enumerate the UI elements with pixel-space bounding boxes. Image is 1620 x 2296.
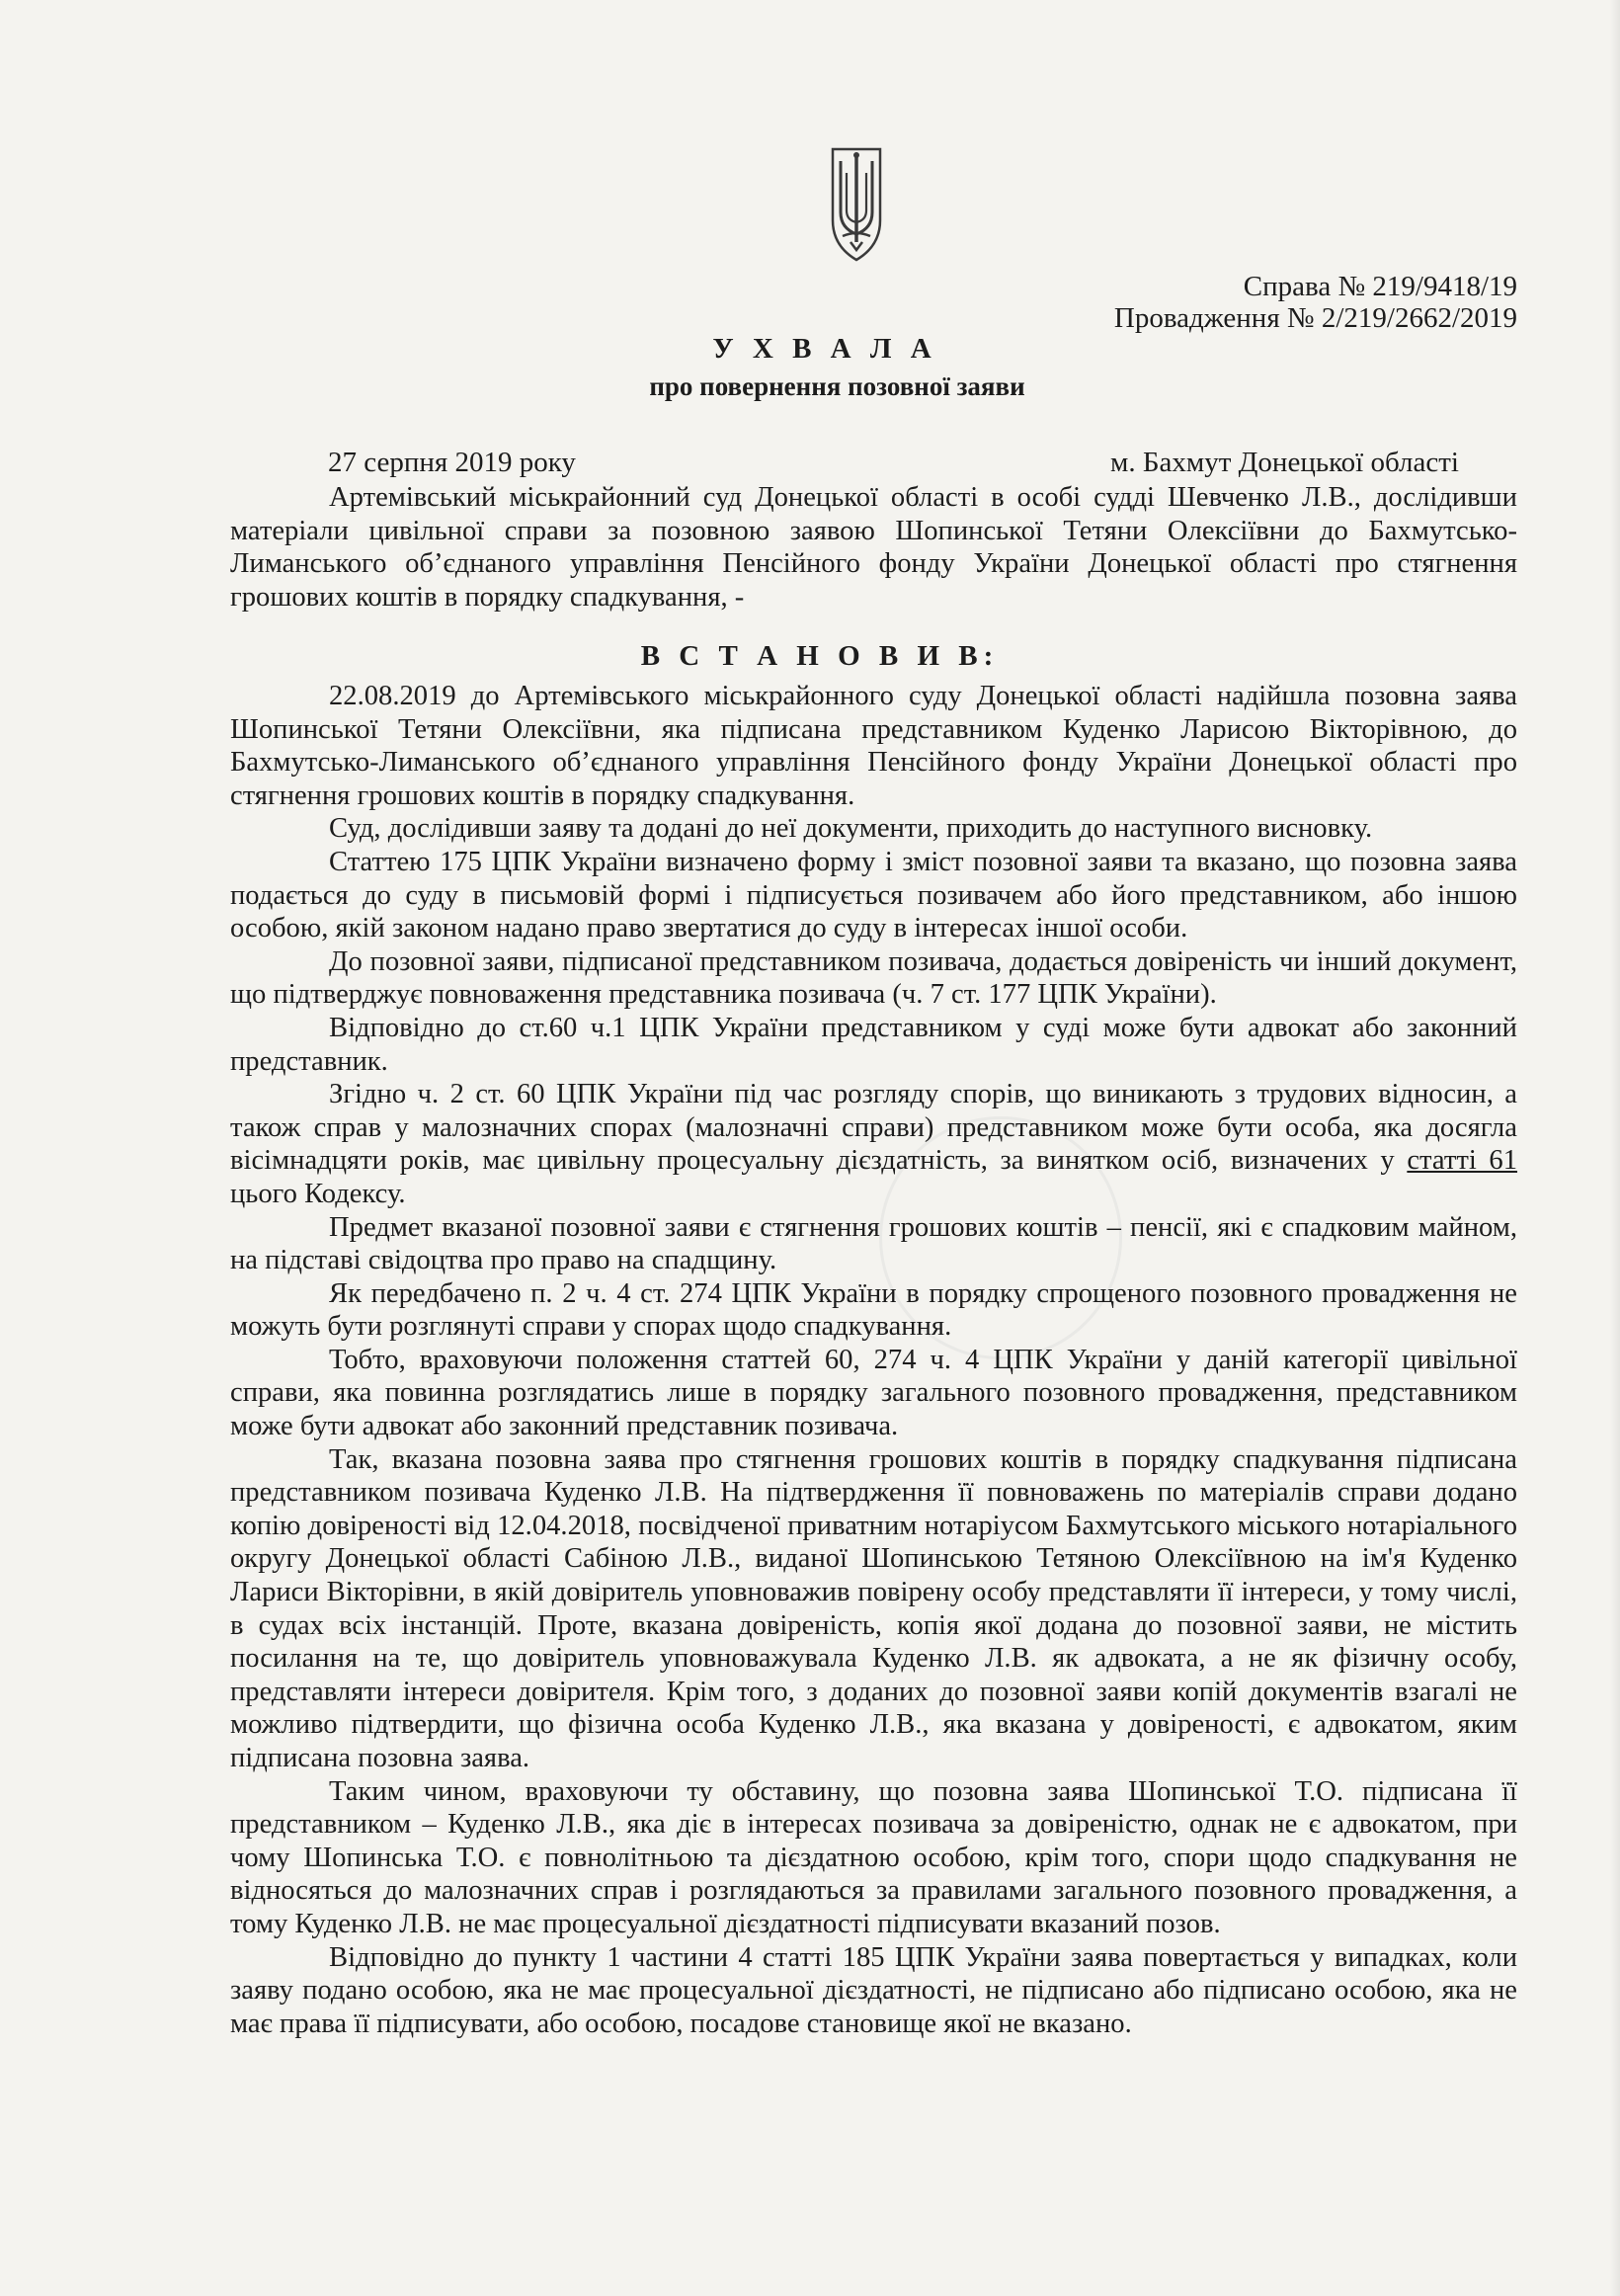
art60-text-before: Згідно ч. 2 ст. 60 ЦПК України під час розгляду спорів, що виникають з трудових відносин, а також справ у малозначних спорах (малозначні справи) представником може бути особа, яка досягла вісімнадцяти років, має цивільну процесуальну дієздатність, за винятком осіб, визначених у (230, 1079, 1517, 1177)
paragraph-receipt: 22.08.2019 до Артемівського міськрайонного суду Донецької області надійшла позовна заява Шопинської Тетяни Олексіївни, яка підписана представником Куденко Ларисою Вікторівною, до Бахмутсько-Лиманського об’єднаного управління Пенсійного фонду України Донецької області про стягнення грошових коштів в порядку спадкування. (230, 681, 1517, 811)
intro-block (230, 481, 1517, 614)
paragraph-art177: До позовної заяви, підписаної представником позивача, додається довіреність чи інший документ, що підтверджує повноваження представника позивача (ч. 7 ст. 177 ЦПК України). (230, 945, 1517, 1011)
paragraph-power-of-attorney: Так, вказана позовна заява про стягнення грошових коштів в порядку спадкування підписана представником позивача Куденко Л.В. На підтвердження її повноважень по матеріалів справи додано копію довіреності від 12.04.2018, посвідченої приватним нотаріусом Бахмутського міського нотаріального округу Донецької області Сабіною Л.В., виданої Шопинською Тетяною Олексіївною на ім'я Куденко Лариси Вікторівни, в якій довіритель уповноважив повірену особу представляти її інтереси, у тому числі, в судах всіх інстанцій. Проте, вказана довіреність, копія якої додана до позовної заяви, не містить посилання на те, що довіритель уповноважувала Куденко Л.В. як адвоката, а не як фізичну особу, представляти інтереси довірителя. Крім того, з доданих до позовної заяви копій документів взагалі не можливо підтвердити, що фізична особа Куденко Л.В., яка вказана у довіреності, є адвокатом, яким підписана позовна заява. (230, 1443, 1517, 1773)
paragraph-conclusion: Суд, дослідивши заяву та додані до неї документи, приходить до наступного висновку. (329, 813, 1373, 845)
paragraph-art175: Статтею 175 ЦПК України визначено форму і зміст позовної заяви та вказано, що позовна заява подається до суду в письмовій формі і підписується позивачем або його представником, або іншою особою, якій законом надано право звертатися до суду в інтересах іншої особи. (230, 846, 1517, 944)
article-61-link[interactable]: статті 61 (1407, 1145, 1518, 1177)
art60-text-after: цього Кодексу. (230, 1178, 406, 1209)
paragraph-summary: Таким чином, враховуючи ту обставину, що позовна заява Шопинської Т.О. підписана її представником – Куденко Л.В., яка діє в інтересах позивача за довіреністю, однак не є адвокатом, при чому Шопинська Т.О. є повнолітньою та дієздатною особою, крім того, спори щодо спадкування не відносяться до малозначних справ і розглядаються за правилами загального позовного провадження, а тому Куденко Л.В. не має процесуальної дієздатності підписувати вказаний позов. (230, 1775, 1517, 1939)
intro-paragraph: Артемівський міськрайонний суд Донецької області в особі судді Шевченко Л.В., дослідивши матеріали цивільної справи за позовною заявою Шопинської Тетяни Олексіївни до Бахмутсько-Лиманського об’єднаного управління Пенсійного фонду України Донецької області про стягнення грошових коштів в порядку спадкування, - (230, 482, 1517, 613)
trident-coat-of-arms-icon (829, 143, 884, 264)
paragraph-art274: Як передбачено п. 2 ч. 4 ст. 274 ЦПК України в порядку спрощеного позовного провадження не можуть бути розглянуті справи у спорах щодо спадкування. (230, 1277, 1517, 1343)
document-place: м. Бахмут Донецької області (1110, 447, 1459, 478)
section-heading: В С Т А Н О В И В: (640, 640, 1000, 672)
paragraph-art60-part2 (230, 1078, 1517, 1210)
document-date: 27 серпня 2019 року (328, 447, 576, 478)
document-subtitle: про повернення позовної заяви (649, 371, 1025, 401)
case-number: Справа № 219/9418/19 (1243, 271, 1517, 302)
case-number-block (1114, 271, 1517, 334)
proceeding-number: Провадження № 2/219/2662/2019 (1113, 302, 1517, 334)
document-title: У Х В А Л А (712, 333, 937, 365)
paragraph-art185: Відповідно до пункту 1 частини 4 статті 185 ЦПК України заява повертається у випадках, коли заяву подано особою, яка не має процесуальної дієздатності, не підписано або підписано особою, яка не має права її підписувати, або особою, посадове становище якої не вказано. (230, 1941, 1517, 2039)
body-text (230, 680, 1517, 2040)
paragraph-representative: Тобто, враховуючи положення статтей 60, 274 ч. 4 ЦПК України у даній категорії цивільної справи, яка повинна розглядатись лише в порядку загального позовного провадження, представником може бути адвокат або законний представник позивача. (230, 1344, 1517, 1442)
paragraph-art60-part1: Відповідно до ст.60 ч.1 ЦПК України представником у суді може бути адвокат або законний представник. (230, 1012, 1517, 1077)
paragraph-subject: Предмет вказаної позовної заяви є стягнення грошових коштів – пенсії, які є спадковим майном, на підставі свідоцтва про право на спадщину. (230, 1211, 1517, 1276)
